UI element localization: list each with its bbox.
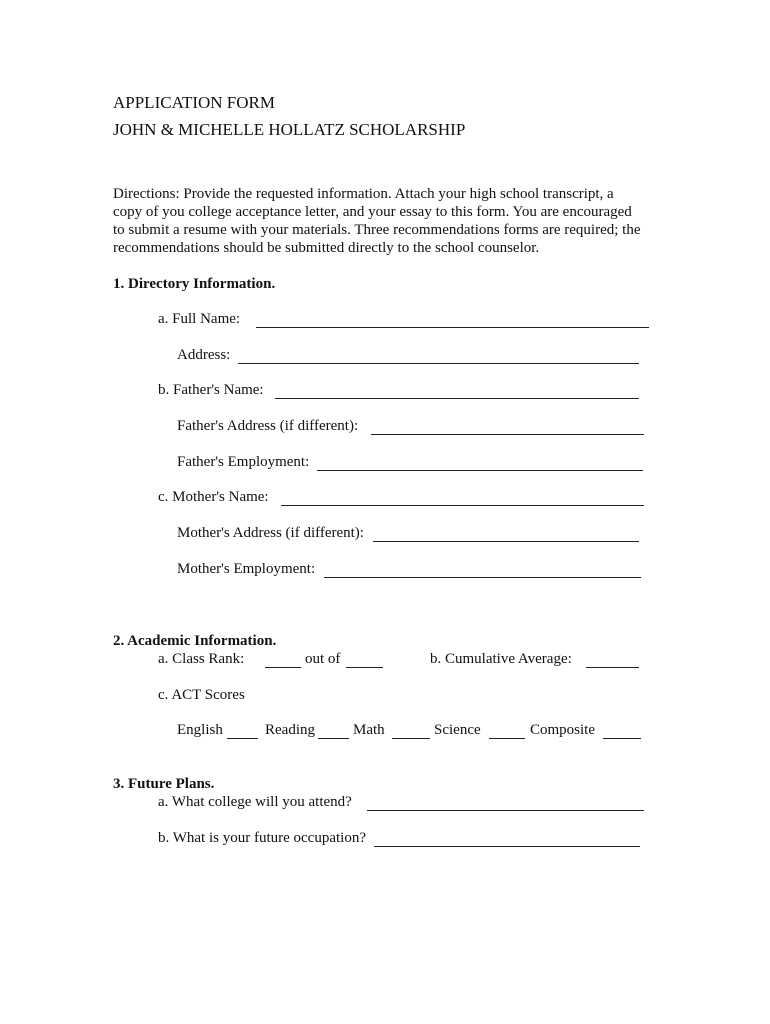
- mother-address-label: Mother's Address (if different):: [177, 525, 364, 541]
- english-score-field[interactable]: [227, 722, 258, 739]
- father-name-field[interactable]: [275, 382, 639, 399]
- mother-employment-label: Mother's Employment:: [177, 561, 316, 577]
- class-rank-label: a. Class Rank:: [158, 651, 245, 667]
- occupation-field[interactable]: [374, 830, 640, 847]
- address-label: Address:: [177, 347, 231, 363]
- math-score-field[interactable]: [392, 722, 430, 739]
- cumulative-average-field[interactable]: [586, 651, 639, 668]
- full-name-label: a. Full Name:: [158, 311, 241, 327]
- father-address-label: Father's Address (if different):: [177, 418, 359, 434]
- math-label: Math: [353, 722, 385, 738]
- father-employment-label: Father's Employment:: [177, 454, 310, 470]
- father-address-field[interactable]: [371, 418, 644, 435]
- mother-address-field[interactable]: [373, 525, 639, 542]
- class-size-field[interactable]: [346, 651, 383, 668]
- college-field[interactable]: [367, 794, 644, 811]
- section-1-heading: 1. Directory Information.: [113, 276, 276, 292]
- form-title: APPLICATION FORM: [113, 93, 275, 112]
- science-score-field[interactable]: [489, 722, 525, 739]
- reading-label: Reading: [265, 722, 315, 738]
- mother-employment-field[interactable]: [324, 561, 641, 578]
- out-of-label: out of: [305, 651, 341, 667]
- composite-label: Composite: [530, 722, 596, 738]
- directions-line-1: Directions: Provide the requested information. Attach your high school transcript, a: [113, 186, 614, 202]
- father-employment-field[interactable]: [317, 454, 643, 471]
- directions-line-4: recommendations should be submitted directly to the school counselor.: [113, 240, 540, 256]
- cumulative-average-label: b. Cumulative Average:: [430, 651, 572, 667]
- directions-line-3: to submit a resume with your materials. Three recommendations forms are required; the: [113, 222, 641, 238]
- science-label: Science: [434, 722, 481, 738]
- directions-line-2: copy of you college acceptance letter, and your essay to this form. You are encouraged: [113, 204, 632, 220]
- section-2-heading: 2. Academic Information.: [113, 633, 277, 649]
- class-rank-field[interactable]: [265, 651, 301, 668]
- composite-score-field[interactable]: [603, 722, 641, 739]
- father-name-label: b. Father's Name:: [158, 382, 264, 398]
- section-3-heading: 3. Future Plans.: [113, 776, 215, 792]
- occupation-label: b. What is your future occupation?: [158, 830, 366, 846]
- reading-score-field[interactable]: [318, 722, 349, 739]
- full-name-field[interactable]: [256, 311, 649, 328]
- form-subtitle: JOHN & MICHELLE HOLLATZ SCHOLARSHIP: [113, 120, 466, 139]
- english-label: English: [177, 722, 223, 738]
- mother-name-field[interactable]: [281, 489, 644, 506]
- act-scores-label: c. ACT Scores: [158, 687, 245, 703]
- college-label: a. What college will you attend?: [158, 794, 352, 810]
- address-field[interactable]: [238, 347, 639, 364]
- mother-name-label: c. Mother's Name:: [158, 489, 269, 505]
